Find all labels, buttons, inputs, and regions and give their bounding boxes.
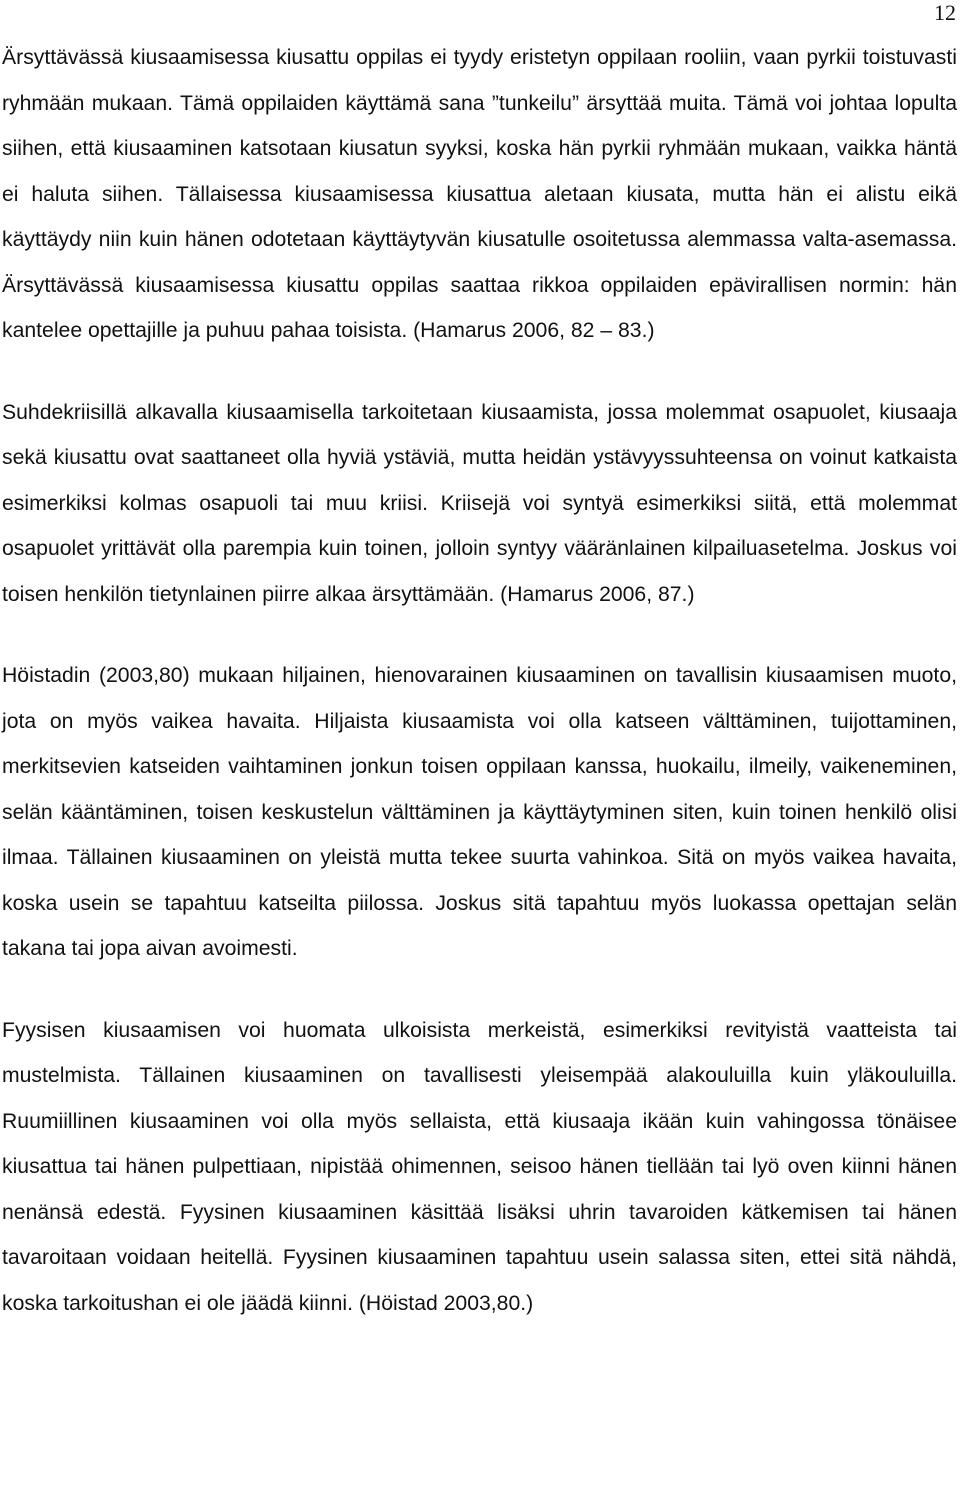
paragraph-3: Höistadin (2003,80) mukaan hiljainen, hienovarainen kiusaaminen on tavallisin kiusaamisen muoto, jota on myös vaikea havaita. Hiljaista kiusaamista voi olla katseen välttäminen, tuijottaminen, merkitsevien katseiden vaihtaminen jonkun toisen oppilaan kanssa, huokailu, ilmeily, vaikeneminen, selän kääntäminen, toisen keskustelun välttäminen ja käyttäytyminen siten, kuin toinen henkilö olisi ilmaa. Tällainen kiusaaminen on yleistä mutta tekee suurta vahinkoa. Sitä on myös vaikea havaita, koska usein se tapahtuu katseilta piilossa. Joskus sitä tapahtuu myös luokassa opettajan selän takana tai jopa aivan avoimesti. [2,664,957,960]
page-number: 12 [934,0,956,25]
paragraph-4: Fyysisen kiusaamisen voi huomata ulkoisista merkeistä, esimerkiksi revityistä vaatteista tai mustelmista. Tällainen kiusaaminen on tavallisesti yleisempää alakouluilla kuin yläkouluilla. Ruumiillinen kiusaaminen voi olla myös sellaista, että kiusaaja ikään kuin vahingossa tönäisee kiusattua tai hänen pulpettiaan, nipistää ohimennen, seisoo hänen tiellään tai lyö oven kiinni hänen nenänsä edestä. Fyysinen kiusaaminen käsittää lisäksi uhrin tavaroiden kätkemisen tai hänen tavaroitaan voidaan heitellä. Fyysinen kiusaaminen tapahtuu usein salassa siten, ettei sitä nähdä, koska tarkoitushan ei ole jäädä kiinni. (Höistad 2003,80.) [2,1018,957,1315]
document-body [2,35,957,1326]
paragraph-2: Suhdekriisillä alkavalla kiusaamisella tarkoitetaan kiusaamista, jossa molemmat osapuolet, kiusaaja sekä kiusattu ovat saattaneet olla hyviä ystäviä, mutta heidän ystävyyssuhteensa on voinut katkaista esimerkiksi kolmas osapuoli tai muu kriisi. Kriisejä voi syntyä esimerkiksi siitä, että molemmat osapuolet yrittävät olla parempia kuin toinen, jolloin syntyy vääränlainen kilpailuasetelma. Joskus voi toisen henkilön tietynlainen piirre alkaa ärsyttämään. (Hamarus 2006, 87.) [2,400,957,606]
paragraph-1: Ärsyttävässä kiusaamisessa kiusattu oppilas ei tyydy eristetyn oppilaan rooliin, vaan pyrkii toistuvasti ryhmään mukaan. Tämä oppilaiden käyttämä sana ”tunkeilu” ärsyttää muita. Tämä voi johtaa lopulta siihen, että kiusaaminen katsotaan kiusatun syyksi, koska hän pyrkii ryhmään mukaan, vaikka häntä ei haluta siihen. Tällaisessa kiusaamisessa kiusattua aletaan kiusata, mutta hän ei alistu eikä käyttäydy niin kuin hänen odotetaan käyttäytyvän kiusatulle osoitetussa alemmassa valta-asemassa. Ärsyttävässä kiusaamisessa kiusattu oppilas saattaa rikkoa oppilaiden epävirallisen normin: hän kantelee opettajille ja puhuu pahaa toisista. (Hamarus 2006, 82 – 83.) [2,46,957,342]
